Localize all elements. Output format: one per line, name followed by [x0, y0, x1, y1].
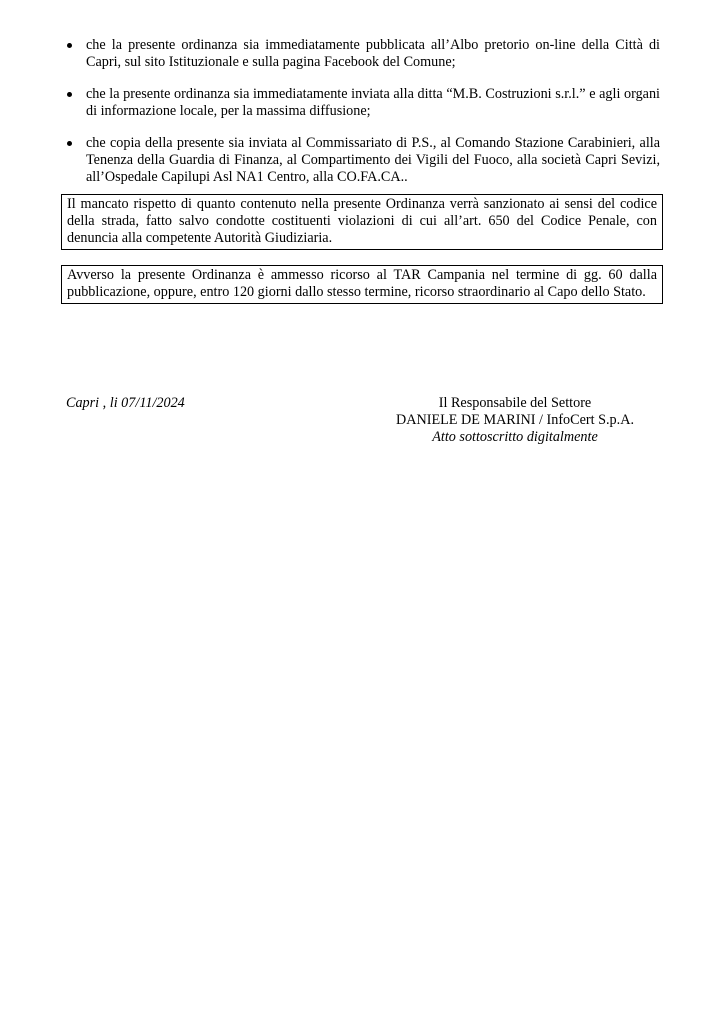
place-date: Capri , li 07/11/2024: [66, 395, 185, 411]
list-item-text: che copia della presente sia inviata al Commissariato di P.S., al Comando Stazione Carabinieri, alla Tenenza della Guardia di Finanza, al Compartimento dei Vigili del Fuoco, alla società Capri Sevizi, all’Ospedale Capilupi Asl NA1 Centro, alla CO.FA.CA..: [86, 135, 660, 185]
sanction-notice-box: [61, 194, 663, 250]
list-item-text: che la presente ordinanza sia immediatamente inviata alla ditta “M.B. Costruzioni s.r.l.” e agli organi di informazione locale, per la massima diffusione;: [86, 86, 660, 119]
list-item: [64, 86, 660, 120]
signature-role: Il Responsabile del Settore: [438, 395, 592, 411]
sanction-notice-text: Il mancato rispetto di quanto contenuto nella presente Ordinanza verrà sanzionato ai sensi del codice della strada, fatto salvo condotte costituenti violazioni di cui all’art. 650 del Codice Penale, con denuncia alla competente Autorità Giudiziaria.: [67, 196, 657, 246]
list-item: [64, 37, 660, 71]
signature-name: DANIELE DE MARINI / InfoCert S.p.A.: [395, 412, 634, 428]
signature-note: Atto sottoscritto digitalmente: [432, 429, 598, 445]
appeal-notice-text: Avverso la presente Ordinanza è ammesso ricorso al TAR Campania nel termine di gg. 60 dalla pubblicazione, oppure, entro 120 giorni dallo stesso termine, ricorso straordinario al Capo dello Stato.: [67, 267, 657, 300]
bullet-icon: [67, 141, 72, 146]
signature-block: [360, 395, 670, 446]
list-item: [64, 135, 660, 186]
provisions-list: [64, 37, 660, 201]
bullet-icon: [67, 92, 72, 97]
bullet-icon: [67, 43, 72, 48]
appeal-notice-box: [61, 265, 663, 304]
list-item-text: che la presente ordinanza sia immediatamente pubblicata all’Albo pretorio on-line della Città di Capri, sul sito Istituzionale e sulla pagina Facebook del Comune;: [86, 37, 660, 70]
